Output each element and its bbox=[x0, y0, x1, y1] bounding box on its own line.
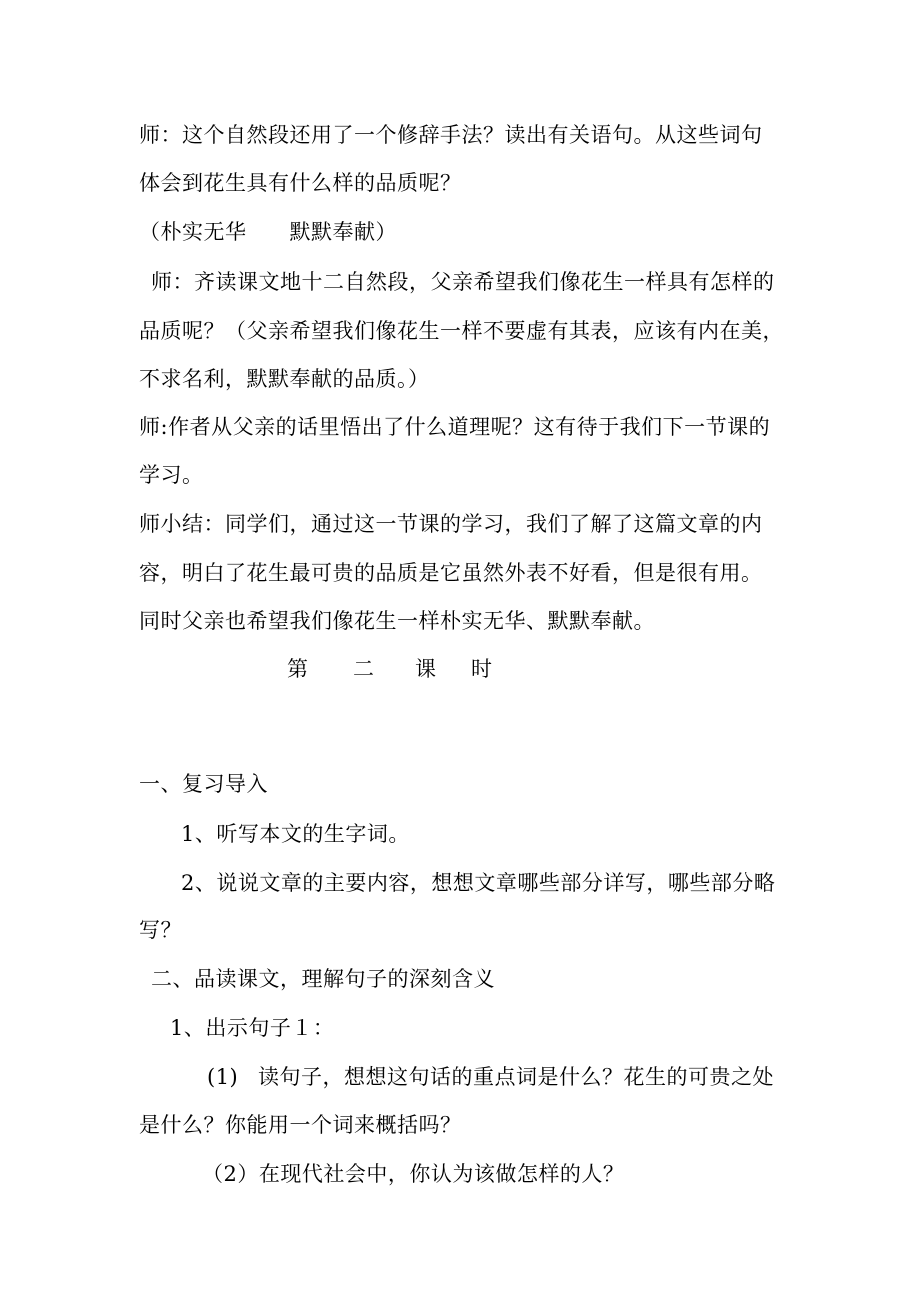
paragraph-line: 体会到花生具有什么样的品质呢？ bbox=[139, 171, 462, 195]
question-text: 读句子，想想这句话的重点词是什么？花生的可贵之处 bbox=[258, 1065, 774, 1089]
question-text-continuation: 是什么？你能用一个词来概括吗？ bbox=[139, 1113, 462, 1137]
section-title: 二、品读课文，理解句子的深刻含义 bbox=[151, 967, 495, 991]
paragraph-line: 容，明白了花生最可贵的品质是它虽然外表不好看，但是很有用。 bbox=[139, 561, 763, 585]
paragraph-line: 品质呢？（父亲希望我们像花生一样不要虚有其表，应该有内在美， bbox=[139, 319, 784, 343]
lesson-heading bbox=[287, 656, 492, 682]
lesson-heading-char: 第 bbox=[287, 657, 308, 681]
lesson-heading-char: 课 bbox=[415, 657, 436, 681]
section-title: 一、复习导入 bbox=[139, 772, 268, 796]
list-item: 2、说说文章的主要内容，想想文章哪些部分详写，哪些部分略 bbox=[181, 871, 776, 895]
paragraph-line: 不求名利，默默奉献的品质。） bbox=[139, 367, 430, 391]
paragraph-line: 师小结：同学们，通过这一节课的学习，我们了解了这篇文章的内 bbox=[139, 512, 763, 536]
paragraph-line: （朴实无华 默默奉献） bbox=[139, 220, 397, 244]
paragraph-line: 学习。 bbox=[139, 463, 204, 487]
list-item: 1、出示句子１： bbox=[170, 1016, 335, 1040]
lesson-heading-char: 时 bbox=[471, 657, 492, 681]
paragraph-line: 师：这个自然段还用了一个修辞手法？读出有关语句。从这些词句 bbox=[139, 123, 763, 147]
question-text: （2）在现代社会中，你认为该做怎样的人？ bbox=[202, 1162, 625, 1186]
question-number: (1) bbox=[207, 1065, 239, 1089]
list-item-continuation: 写？ bbox=[139, 918, 182, 942]
paragraph-line: 同时父亲也希望我们像花生一样朴实无华、默默奉献。 bbox=[139, 609, 655, 633]
list-item: 1、听写本文的生字词。 bbox=[181, 822, 410, 846]
lesson-heading-char: 二 bbox=[353, 657, 374, 681]
paragraph-line: 师：齐读课文地十二自然段，父亲希望我们像花生一样具有怎样的 bbox=[151, 270, 775, 294]
paragraph-line: 师:作者从父亲的话里悟出了什么道理呢？这有待于我们下一节课的 bbox=[139, 415, 771, 439]
